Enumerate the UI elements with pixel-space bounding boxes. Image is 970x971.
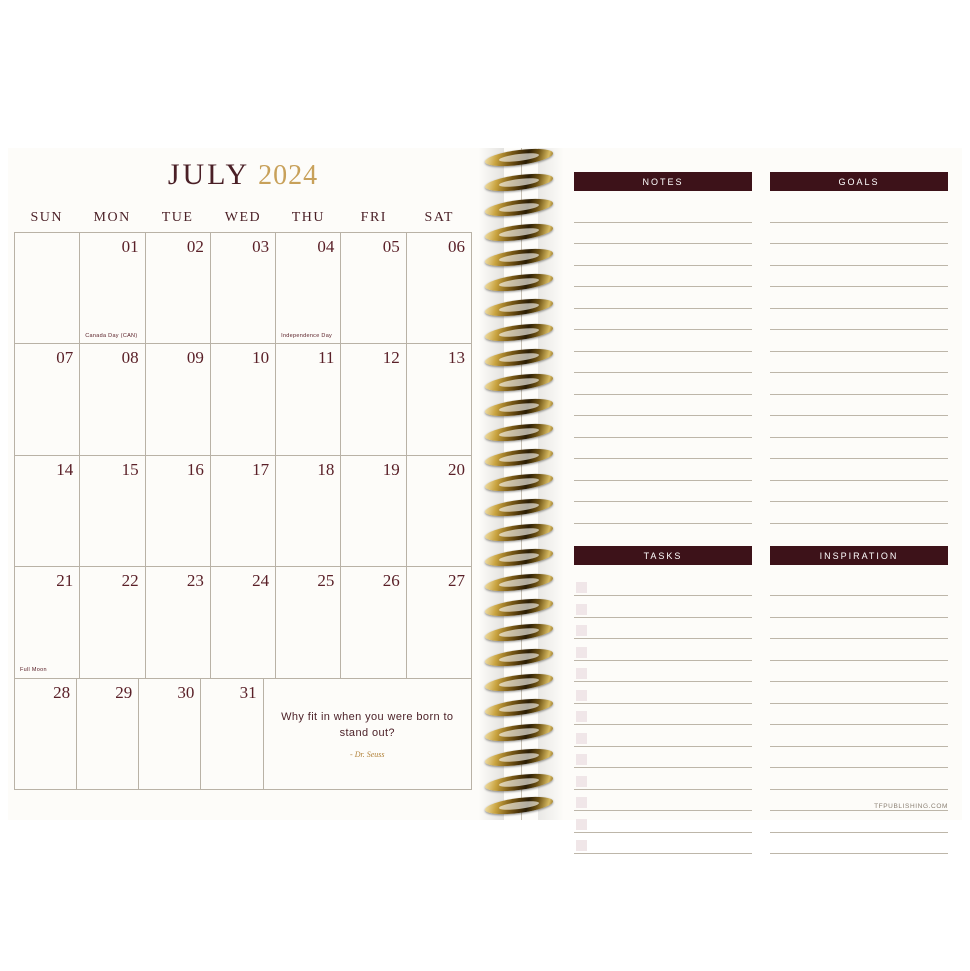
write-line[interactable]	[770, 223, 948, 245]
task-line[interactable]	[574, 661, 752, 683]
calendar-day-cell[interactable]	[341, 233, 406, 344]
day-number: 14	[56, 459, 74, 479]
calendar-day-cell[interactable]	[341, 567, 406, 678]
write-line[interactable]	[770, 416, 948, 438]
write-line[interactable]	[574, 395, 752, 417]
day-number: 27	[447, 571, 465, 591]
task-line[interactable]	[574, 747, 752, 769]
write-line[interactable]	[770, 395, 948, 417]
write-line[interactable]	[770, 747, 948, 769]
task-line[interactable]	[574, 575, 752, 597]
spiral-coil-ring	[485, 150, 553, 169]
task-checkbox[interactable]	[576, 647, 587, 658]
day-number: 31	[239, 682, 257, 702]
day-number: 02	[186, 237, 204, 256]
spiral-binding	[478, 148, 564, 820]
write-line[interactable]	[574, 309, 752, 331]
spiral-coil-ring	[485, 525, 553, 544]
calendar-day-cell[interactable]	[211, 456, 276, 567]
tasks-lines[interactable]	[574, 575, 752, 855]
write-line[interactable]	[770, 287, 948, 309]
write-line[interactable]	[770, 330, 948, 352]
write-line[interactable]	[574, 502, 752, 524]
spiral-coil-ring	[485, 175, 553, 194]
day-number: 03	[252, 237, 270, 256]
write-line[interactable]	[770, 502, 948, 524]
day-number: 19	[382, 459, 400, 479]
calendar-day-cell[interactable]	[276, 233, 341, 344]
task-line[interactable]	[574, 639, 752, 661]
day-number: 18	[317, 459, 335, 479]
write-line[interactable]	[770, 352, 948, 374]
weekday-label-thu: THU	[291, 210, 326, 225]
spiral-coil-ring	[485, 798, 553, 817]
month-year: 2024	[258, 160, 319, 191]
day-number: 29	[115, 682, 133, 702]
calendar-day-cell[interactable]	[146, 456, 211, 567]
write-line[interactable]	[770, 373, 948, 395]
day-number: 13	[447, 348, 465, 368]
calendar-week-row	[15, 344, 472, 455]
write-line[interactable]	[574, 352, 752, 374]
calendar-day-cell[interactable]	[80, 567, 145, 678]
calendar-day-cell[interactable]	[146, 567, 211, 678]
task-line[interactable]	[574, 833, 752, 855]
day-number: 23	[186, 571, 204, 591]
task-checkbox[interactable]	[576, 819, 587, 830]
spiral-coil-ring	[485, 425, 553, 444]
calendar-day-cell[interactable]	[276, 456, 341, 567]
write-line[interactable]	[770, 811, 948, 833]
task-line[interactable]	[574, 596, 752, 618]
weekday-label-mon: MON	[93, 210, 131, 225]
task-line[interactable]	[574, 704, 752, 726]
day-number: 04	[317, 237, 335, 256]
day-number: 17	[252, 459, 270, 479]
write-line[interactable]	[770, 309, 948, 331]
calendar-day-cell[interactable]	[139, 679, 201, 790]
calendar-day-cell[interactable]	[15, 344, 80, 455]
notes-lines[interactable]	[574, 201, 752, 524]
task-checkbox[interactable]	[576, 754, 587, 765]
task-checkbox[interactable]	[576, 776, 587, 787]
write-line[interactable]	[770, 661, 948, 683]
write-line[interactable]	[770, 481, 948, 503]
calendar-day-cell[interactable]	[407, 233, 472, 344]
spiral-coil-ring	[485, 375, 553, 394]
calendar-day-cell[interactable]	[77, 679, 139, 790]
task-line[interactable]	[574, 618, 752, 640]
goals-lines[interactable]	[770, 201, 948, 524]
publisher-brand: TFPUBLISHING.COM	[874, 803, 948, 810]
day-number: 11	[318, 348, 335, 368]
inspiration-panel-header: INSPIRATION	[770, 546, 948, 565]
task-line[interactable]	[574, 768, 752, 790]
spiral-coil-ring	[485, 550, 553, 569]
inspiration-lines[interactable]	[770, 575, 948, 855]
write-line[interactable]	[574, 201, 752, 223]
task-checkbox[interactable]	[576, 690, 587, 701]
weekday-label-fri: FRI	[360, 210, 387, 225]
task-line[interactable]	[574, 725, 752, 747]
task-checkbox[interactable]	[576, 582, 587, 593]
task-checkbox[interactable]	[576, 733, 587, 744]
calendar-day-cell[interactable]	[146, 344, 211, 455]
write-line[interactable]	[770, 704, 948, 726]
day-number: 26	[382, 571, 400, 591]
spiral-coil-ring	[485, 700, 553, 719]
calendar-day-cell[interactable]	[15, 233, 80, 344]
weekday-label-sun: SUN	[30, 210, 63, 225]
calendar-day-cell[interactable]	[80, 456, 145, 567]
task-checkbox[interactable]	[576, 668, 587, 679]
day-number: 10	[252, 348, 270, 368]
task-checkbox[interactable]	[576, 625, 587, 636]
spiral-coil-ring	[485, 350, 553, 369]
spiral-coil-ring	[485, 400, 553, 419]
calendar-day-cell[interactable]	[276, 344, 341, 455]
calendar-day-cell[interactable]	[146, 233, 211, 344]
day-number: 07	[56, 348, 74, 368]
day-number: 01	[121, 237, 139, 256]
spiral-coil-ring	[485, 225, 553, 244]
calendar-day-cell[interactable]	[407, 456, 472, 567]
spiral-coil-ring	[485, 750, 553, 769]
monthly-calendar-page	[8, 148, 478, 820]
day-note: Independence Day	[281, 332, 333, 339]
calendar-week-row	[15, 233, 472, 344]
spiral-coil-ring	[485, 675, 553, 694]
write-line[interactable]	[770, 725, 948, 747]
write-line[interactable]	[770, 682, 948, 704]
spiral-coil-ring	[485, 625, 553, 644]
calendar-day-cell[interactable]	[407, 344, 472, 455]
spiral-coil-ring	[485, 500, 553, 519]
calendar-day-cell[interactable]	[80, 344, 145, 455]
weekday-label-sat: SAT	[424, 210, 454, 225]
weekday-header-row	[14, 210, 472, 226]
calendar-day-cell[interactable]	[15, 567, 80, 678]
write-line[interactable]	[770, 438, 948, 460]
task-checkbox[interactable]	[576, 604, 587, 615]
month-name: JULY	[167, 158, 251, 191]
notes-panel-header: NOTES	[574, 172, 752, 191]
write-line[interactable]	[574, 373, 752, 395]
write-line[interactable]	[574, 416, 752, 438]
day-number: 15	[121, 459, 139, 479]
spiral-coil-ring	[485, 275, 553, 294]
quote-author: - Dr. Seuss	[350, 749, 385, 759]
calendar-day-cell[interactable]	[15, 456, 80, 567]
tasks-panel-header: TASKS	[574, 546, 752, 565]
day-number: 28	[53, 682, 71, 702]
write-line[interactable]	[770, 768, 948, 790]
spiral-coil-ring	[485, 575, 553, 594]
spiral-coil-ring	[485, 775, 553, 794]
spiral-coil-ring	[485, 475, 553, 494]
calendar-day-cell[interactable]	[80, 233, 145, 344]
notes-page	[564, 148, 962, 820]
task-line[interactable]	[574, 682, 752, 704]
calendar-day-cell[interactable]	[341, 456, 406, 567]
weekday-label-wed: WED	[224, 210, 262, 225]
calendar-day-cell[interactable]	[211, 344, 276, 455]
write-line[interactable]	[770, 244, 948, 266]
calendar-day-cell[interactable]	[211, 567, 276, 678]
day-number: 20	[447, 459, 465, 479]
write-line[interactable]	[770, 833, 948, 855]
notes-panel	[574, 172, 752, 524]
write-line[interactable]	[770, 459, 948, 481]
write-line[interactable]	[574, 244, 752, 266]
day-note: Full Moon	[20, 666, 47, 673]
write-line[interactable]	[574, 438, 752, 460]
write-line[interactable]	[574, 223, 752, 245]
day-number: 25	[317, 571, 335, 591]
monthly-quote-block	[264, 679, 472, 790]
task-checkbox[interactable]	[576, 840, 587, 851]
calendar-day-cell[interactable]	[407, 567, 472, 678]
spiral-coil-ring	[485, 200, 553, 219]
spiral-coil-ring	[485, 300, 553, 319]
task-checkbox[interactable]	[576, 711, 587, 722]
spiral-coil-ring	[485, 325, 553, 344]
calendar-week-row	[15, 679, 472, 790]
write-line[interactable]	[574, 481, 752, 503]
calendar-week-row	[15, 456, 472, 567]
spiral-coil-ring	[485, 250, 553, 269]
day-number: 22	[121, 571, 139, 591]
day-number: 12	[382, 348, 400, 368]
calendar-week-row	[15, 567, 472, 678]
write-line[interactable]	[574, 330, 752, 352]
tasks-panel	[574, 546, 752, 855]
day-number: 05	[382, 237, 400, 256]
task-line[interactable]	[574, 811, 752, 833]
write-line[interactable]	[770, 575, 948, 597]
goals-panel-header: GOALS	[770, 172, 948, 191]
quote-text: Why fit in when you were born to stand out?	[281, 710, 454, 740]
write-line[interactable]	[574, 266, 752, 288]
spiral-coil-ring	[485, 650, 553, 669]
planner-spread	[8, 148, 962, 820]
day-number: 09	[186, 348, 204, 368]
calendar-day-cell[interactable]	[276, 567, 341, 678]
calendar-day-cell[interactable]	[201, 679, 263, 790]
write-line[interactable]	[770, 639, 948, 661]
day-number: 21	[56, 571, 74, 591]
month-title	[8, 158, 478, 192]
day-note: Canada Day (CAN)	[85, 332, 138, 339]
day-number: 30	[177, 682, 195, 702]
write-line[interactable]	[574, 287, 752, 309]
write-line[interactable]	[574, 459, 752, 481]
day-number: 16	[186, 459, 204, 479]
day-number: 08	[121, 348, 139, 368]
weekday-label-tue: TUE	[161, 210, 194, 225]
calendar-day-cell[interactable]	[341, 344, 406, 455]
calendar-day-cell[interactable]	[211, 233, 276, 344]
goals-panel	[770, 172, 948, 524]
write-line[interactable]	[770, 266, 948, 288]
calendar-grid	[14, 232, 472, 790]
write-line[interactable]	[770, 201, 948, 223]
spiral-coil-ring	[485, 725, 553, 744]
day-number: 06	[447, 237, 465, 256]
spiral-coil-ring	[485, 600, 553, 619]
write-line[interactable]	[770, 618, 948, 640]
calendar-day-cell[interactable]	[15, 679, 77, 790]
day-number: 24	[252, 571, 270, 591]
task-line[interactable]	[574, 790, 752, 812]
write-line[interactable]	[770, 596, 948, 618]
task-checkbox[interactable]	[576, 797, 587, 808]
panel-row-top	[574, 172, 948, 524]
spiral-coil-ring	[485, 450, 553, 469]
